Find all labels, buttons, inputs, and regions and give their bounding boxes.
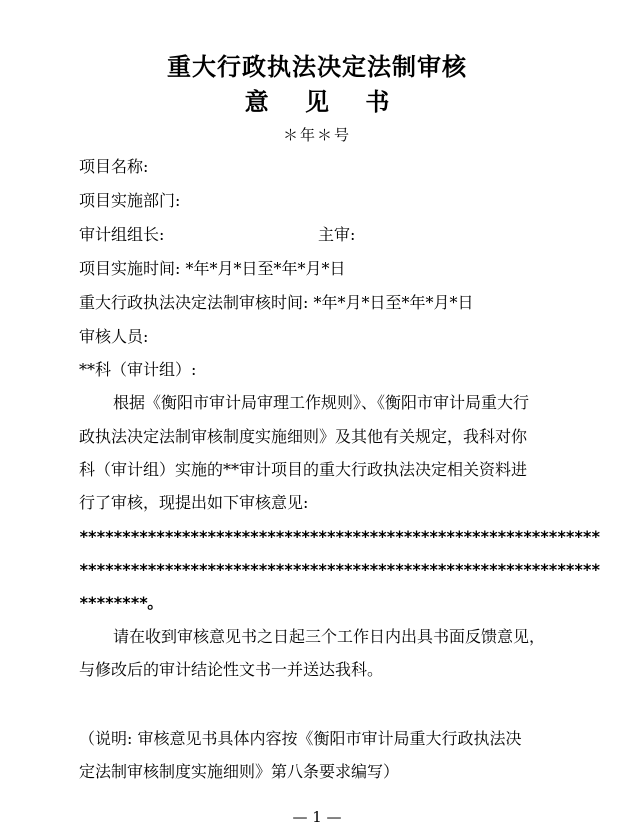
document-number: ＊年＊号 bbox=[282, 126, 351, 144]
project-name-field: 项目名称: bbox=[79, 157, 149, 176]
document-title: 重大行政执法决定法制审核 bbox=[167, 52, 467, 81]
paragraph-1-line-3: 科（审计组）实施的**审计项目的重大行政执法决定相关资料进 bbox=[79, 460, 528, 479]
paragraph-1-line-1: 根据《衡阳市审计局审理工作规则》、《衡阳市审计局重大行 bbox=[113, 393, 530, 412]
opinion-placeholder-line-1: ************************************************************* bbox=[79, 527, 600, 546]
chief-auditor-field: 主审: bbox=[318, 225, 356, 244]
opinion-placeholder-line-3: ********。 bbox=[79, 593, 163, 612]
note-line-1: （说明: 审核意见书具体内容按《衡阳市审计局重大行政执法决 bbox=[79, 729, 522, 748]
paragraph-1-line-2: 政执法决定法制审核制度实施细则》及其他有关规定，我科对你 bbox=[79, 427, 528, 446]
opinion-placeholder-line-2: ************************************************************* bbox=[79, 560, 600, 579]
implementing-dept-field: 项目实施部门: bbox=[79, 191, 181, 210]
team-leader-field: 审计组组长: bbox=[79, 225, 165, 244]
review-time-field: 重大行政执法决定法制审核时间: *年*月*日至*年*月*日 bbox=[79, 293, 474, 312]
addressee: **科（审计组）: bbox=[79, 360, 197, 379]
paragraph-1-line-4: 行了审核，现提出如下审核意见: bbox=[79, 493, 309, 512]
note-line-2: 定法制审核制度实施细则》第八条要求编写） bbox=[79, 762, 400, 781]
implementation-time-field: 项目实施时间: *年*月*日至*年*月*日 bbox=[79, 259, 346, 278]
reviewers-field: 审核人员: bbox=[79, 327, 149, 346]
document-subtitle: 意 见 书 bbox=[244, 87, 404, 116]
page-number: — 1 — bbox=[292, 808, 342, 826]
paragraph-2-line-1: 请在收到审核意见书之日起三个工作日内出具书面反馈意见， bbox=[113, 627, 546, 646]
paragraph-2-line-2: 与修改后的审计结论性文书一并送达我科。 bbox=[79, 660, 384, 679]
